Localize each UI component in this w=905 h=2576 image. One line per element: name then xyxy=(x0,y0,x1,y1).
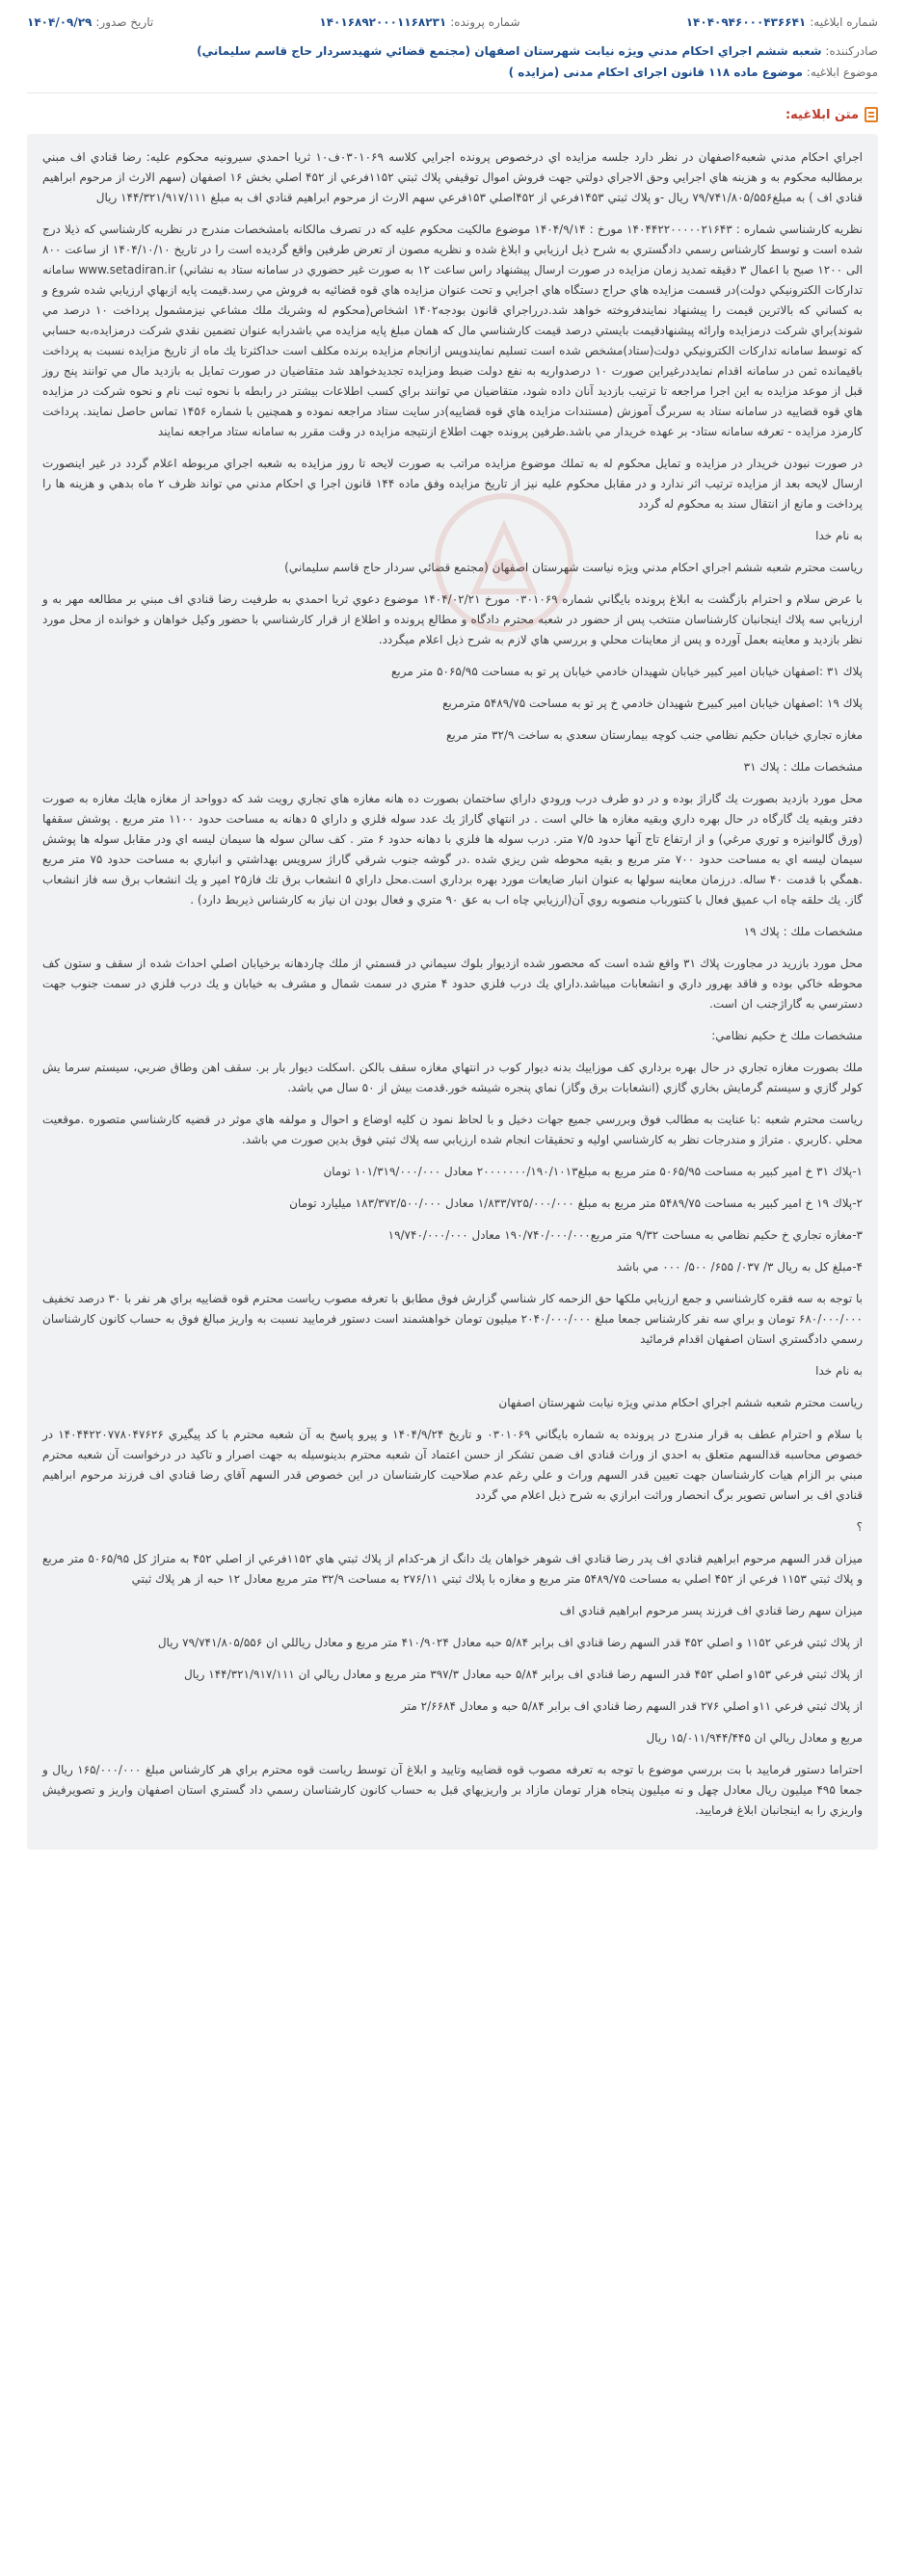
body-paragraph: با سلام و احترام عطف به قرار مندرج در پرونده به شماره بايگاني ۰۳۰۱۰۶۹ و تاريخ ۱۴۰۴/۹/۲۴ و پيرو پاسخ به آن شعبه محترم با كد پيگيري ۱۴۰۴۴۲۲۰۷۷۸۰۴۷۶۲۶ در خصوص محاسبه قدالسهم متعلق به احدي از وراث قنادي اف ضمن تشكر از حسن اعتماد آن شعبه محترم بدينوسيله به جهت اصرار و تاكيد در درخواست آن شعبه محترم مبني بر الزام هيات كارشناسان جهت تعيين قدر السهم وراث و علي رغم عدم صلاحيت كارشناسان در اين خصوص قدر السهم آقاي رضا قنادي اف فرزند مرحوم ابراهيم قنادي اف بر اساس تصوير برگ انحصار وراثت ابرازي به شرح ذيل اعلام مي گردد xyxy=(42,1428,864,1502)
body-paragraph: مشخصات ملك خ حكيم نظامي: xyxy=(711,1029,863,1042)
subject-label: موضوع ابلاغیه: xyxy=(806,66,878,79)
body-paragraph: رياست محترم شعبه ششم اجراي احكام مدني ويژه نياست شهرستان اصفهان (مجتمع قضائي سردار حاج قاسم سليماني) xyxy=(284,561,863,574)
announcement-body xyxy=(27,134,878,1850)
issue-date-label: تاریخ صدور: xyxy=(95,15,154,29)
body-paragraph: محل مورد بازريد در مجاورت پلاك ۳۱ واقع شده است كه محصور شده ازديوار بلوك سيماني در قسمتي از ملك چاردهانه برخيابان اصلي احداث شده از سقف و ستون كف محوطه خاكي بوده و فاقد بهرور داري و انشعابات ميباشد.داراي يك درب فلزي حدود ۴ متري در سمت شمال و مشرف به خيابان و يك درب فلزي در سمت جنوب جهت دسترسي به گاراژجنب ان است. xyxy=(42,957,863,1011)
body-paragraph: احتراما دستور فرماييد با بت بررسي موضوع با توجه به تعرفه مصوب قوه قضاييه وتاييد و ابلاغ آن توسط رياست قوه محترم براي هر كارشناس مبلغ ۱۶۵/۰۰۰/۰۰۰ ريال و جمعا ۴۹۵ ميليون ريال معادل چهل و نه ميليون پنجاه هزار تومان مازاد بر واريزيهاي قبل به حساب كانون كارشناسان رسمي داد گستري استان اصفهان واريز و تصويرفيش واريزي را به اينجانبان ابلاغ فرماييد. xyxy=(42,1763,864,1817)
body-paragraph: مشخصات ملك : پلاك ۳۱ xyxy=(743,760,863,774)
body-paragraph: رياست محترم شعبه ششم اجراي احكام مدني ويژه نيابت شهرستان اصفهان xyxy=(498,1396,863,1409)
body-paragraph: به نام خدا xyxy=(815,1364,863,1378)
body-paragraph: از پلاك ثبتي فرعي ۱۱و اصلي ۲۷۶ قدر السهم رضا قنادي اف برابر ۵/۸۴ حبه و معادل ۲/۶۶۸۴ متر xyxy=(401,1699,863,1713)
body-paragraph: ۲-پلاك ۱۹ خ امير كبير به مساحت ۵۴۸۹/۷۵ متر مربع به مبلغ ۱/۸۳۳/۷۲۵/۰۰۰/۰۰۰ معادل ۱۸۳/۳۷۲/۵۰۰/۰۰۰ ميليارد تومان xyxy=(289,1196,863,1210)
issuer-value: شعبه ششم اجراي احكام مدني ويژه نيابت شهرستان اصفهان (مجتمع قضائي شهيدسردار حاج قاسم سليماني) xyxy=(197,44,822,58)
issue-date xyxy=(27,15,153,29)
header-meta xyxy=(27,0,878,35)
body-paragraph: محل مورد بازديد بصورت يك گاراژ بوده و در دو طرف درب ورودي داراي ساختمان بصورت ده هانه مغازه هاي تجاري رويت شد كه دوواحد از مغازه هايك مغازه به صورت دفتر وبقيه يك گارگاه در حال بهره داري وبقيه مغازه ها خالي است . در انتهاي گاراژ يك عدد سوله فلزي و داراي ۵ دهانه به مساحت حدود ۱۱۰۰ متر مربع . پوشش سقفها (ورق گالوانيزه و توري مرغي) و از ارتفاع تاج آنها حدود ۷/۵ متر. درب سوله ها فلزي با دهانه حدود ۶ متر . كف سالن سوله ها سيمان ليسه اي ودر مقابل سوله ها پوشش سيمان ليسه اي به مساحت حدود ۷۰۰ متر مربع و بقيه محوطه شن ريزي شده .در گوشه جنوب شرقي گاراژ سرويس بهداشتي و انباري به مساحت حدود ۷۵ متر مربع .همگي با قدمت ۴۰ ساله. درزمان معاينه سولها به عنوان انبار ضايعات مورد بهره برداري است.محل داراي ۵ انشعاب برق تك فاز۲۵ امپر و يك انشعاب برق سه فاز انشعاب گاز. يك حلقه چاه اب عميق فعال با كنتورباب منصوبه روي آن(ارزيابي چاه اب به عق ۹۰ متري و فعال بودن ان نياز به كارشناس ذيربط دارد) . xyxy=(42,792,863,907)
announcement-number-label: شماره ابلاغیه: xyxy=(810,15,878,29)
body-paragraph: ۴-مبلغ كل به ريال ۳/ ۰۳۷/ ۶۵۵/ ۵۰۰/ ۰۰۰ مي باشد xyxy=(616,1260,863,1274)
body-paragraph: از پلاك ثبتي فرعي ۱۵۳و اصلي ۴۵۲ قدر السهم رضا قنادي اف برابر ۵/۸۴ حبه معادل ۳۹۷/۳ متر مربع و معادل ريالي ان ۱۴۴/۳۲۱/۹۱۷/۱۱۱ ريال xyxy=(183,1668,863,1681)
body-paragraph: ۱-پلاك ۳۱ خ امير كبير به مساحت ۵۰۶۵/۹۵ متر مربع به مبلغ۲۰۰۰۰۰۰۰/۱۹۰/۱۰۱۳ معادل ۱۰۱/۳۱۹/۰۰۰/۰۰۰ تومان xyxy=(323,1165,863,1178)
body-paragraph: با توجه به سه فقره كارشناسي و جمع ارزيابي ملكها حق الزحمه كار شناسي گزارش فوق مطابق با تعرفه مصوب رياست محترم قوه قضاييه براي هر نفر با ۳۰ درصد تخفيف ۶۸۰/۰۰۰/۰۰۰ تومان و براي سه نفر كارشناس جمعا مبلغ ۲۰۴۰/۰۰۰/۰۰۰ ميليون تومان خواهشمند است دستور فرماييد نسبت به واريز مبالغ فوق به حساب كانون كارشناسان رسمي دادگستري استان اصفهان اقدام فرمائيد xyxy=(42,1292,863,1346)
body-paragraph: مربع و معادل ريالي ان ۱۵/۰۱۱/۹۴۴/۴۴۵ ريال xyxy=(646,1731,863,1745)
case-number xyxy=(319,15,519,29)
body-paragraph: رياست محترم شعبه :با عنايت به مطالب فوق وبررسي جميع جهات دخيل و با لحاظ نمود ن كليه اوضاع و احوال و مولفه هاي موثر در قضيه كارشناسي متصوره .موقعيت محلي .كاربري . متراژ و مندرجات نظر به كارشناسي اوليه و تحقيقات انجام شده ارزيابي سه پلاك ثبتي فوق بدين صورت مي باشد. xyxy=(42,1113,863,1146)
document-icon xyxy=(865,107,878,122)
issue-date-value: ۱۴۰۴/۰۹/۲۹ xyxy=(27,15,93,29)
body-paragraph: ميزان قدر السهم مرحوم ابراهيم قنادي اف پدر رضا قنادي اف شوهر خواهان يك دانگ از هر-كدام از پلاك ثبتي هاي ۱۱۵۲فرعي از اصلي ۴۵۲ به متراژ كل ۵۰۶۵/۹۵ متر مربع و پلاك ثبتي ۱۱۵۳ فرعي از ۴۵۲ اصلي به مساحت ۵۴۸۹/۷۵ متر مربع و مغازه با پلاك ثبتي ۲۷۶/۱۱ به مساحت ۳۲/۹ متر مربع معادل ۱۲ حبه از هر پلاك ثبتي xyxy=(42,1552,863,1586)
issuer-line xyxy=(27,35,878,62)
body-paragraph: ؟ xyxy=(856,1520,863,1534)
body-paragraph: پلاك ۱۹ :اصفهان خيابان امير كبيرخ شهيدان خادمي خ پر تو به مساحت ۵۴۸۹/۷۵ مترمربع xyxy=(442,697,863,710)
body-paragraph: با عرض سلام و احترام بازگشت به ابلاغ پرونده بايگاني شماره ۰۳۰۱۰۶۹ مورخ ۱۴۰۴/۰۲/۲۱ موضوع دعوي ثريا احمدي به طرفيت رضا قنادي اف مبني بر مطالعه مهر به و ارزيابي سه پلاك اينجانبان كارشناسان منتخب پس از حضور در شعبه محترم دادگاه و مطالع پرونده و اطلاع از قرار كارشناسي با حضور وكيل خواهان و خوانده از محل مورد نظر بازديد و معاينه بعمل آورده و پس از معاينات محلي و بررسي هاي لازم به شرح ذيل اعلام ميگردد. xyxy=(42,592,864,646)
body-paragraph: به نام خدا xyxy=(815,529,863,542)
body-paragraph: پلاك ۳۱ :اصفهان خيابان امير كبير خيابان شهيدان خادمي خيابان پر تو به مساحت ۵۰۶۵/۹۵ متر مربع xyxy=(391,665,863,678)
body-paragraph: ۳-مغازه تجاري خ حكيم نظامي به مساحت ۹/۳۲ متر مربع۱۹۰/۷۴۰/۰۰۰/۰۰۰ معادل ۱۹/۷۴۰/۰۰۰/۰۰۰ xyxy=(387,1228,863,1242)
body-paragraph: مغازه تجاري خيابان حكيم نظامي جنب كوچه بيمارستان سعدي به ساخت ۳۲/۹ متر مربع xyxy=(445,728,863,742)
case-number-label: شماره پرونده: xyxy=(450,15,520,29)
body-paragraph: ميزان سهم رضا قنادي اف فرزند پسر مرحوم ابراهيم قنادي اف xyxy=(559,1604,863,1617)
announcement-number xyxy=(686,15,878,29)
issuer-label: صادرکننده: xyxy=(825,44,878,58)
section-title-text: متن ابلاغیه: xyxy=(785,107,859,122)
subject-value: موضوع ماده ۱۱۸ قانون اجرای احکام مدنی (مزایده ) xyxy=(508,66,803,79)
body-paragraph: نظريه كارشناسي شماره : ۱۴۰۴۴۲۲۰۰۰۰۰۲۱۶۴۳ مورخ : ۱۴۰۴/۹/۱۴ موضوع مالكيت محكوم عليه كه در تصرف مالكانه بامشخصات مندرج در نظريه كارشناسي كه ذيلا درج شده است و توسط كارشناس رسمي دادگستري به شرح ذيل ارزيابي و ابلاغ شده و نظريه مصون از تعرض طرفين واقع گرديده است را در تاريخ ۱۴۰۴/۱۰/۱۰ از ساعت ۸۰۰ الی ۱۲۰۰ صبح با اعمال ۳ دقيقه تمديد زمان مزايده در صورت ارسال پيشنهاد راس ساعت ۱۲ به صورت غير حضوري در سامانه ستاد به نشاني) www.setadiran.ir سامانه تداركات الكترونيكي دولت)در قسمت مزايده هاي حراج دستگاه هاي اجرايي و تحت عنوان مزايده هاي قوه قضائيه به فروش مي رسد.قيمت پايه ازبهاي ارزيابي شده شروع و به كساني كه بالاترين قيمت را پيشنهاد نمايندفروخته خواهد شد.درراجراي قانون بودجه۱۴۰۲ اشخاص(محكوم له وشريك ملك مشاعي نيزمشمول پرداخت ۱۰ درصد مي شوند)براي شركت درمزايده وارائه پيشنهادقيمت بايستي درصد قيمت كارشناسي مال كه همان مبلغ پايه مزايده مي باشدرابه عنوان تضمين نقدي شركت درمزايده،به حسابي كه توسط سامانه تداركات الكترونيكي دولت(ستاد)مشخص شده است تسليم نمايندوپس ازانجام مزايده برنده مكلف است حداكثرتا يك ماه از تاريخ مزايده نسبت به پرداخت باقيمانده ثمن در سامانه اقدام نمايددرغيراين صورت ۱۰ درصدواريه به نفع دولت ضبط ومزايده تجديدخواهد شد متقاضيان در صورت تمايل به بازديد مال مي توانند پنج روز قبل از موعد مزايده به اين اجرا مراجعه تا ترتيب بازديد آنان داده شود، متقاضيان مي توانند براي كسب اطلاعات بيشتر در رابطه با نحوه ثبت نام و نحوه شركت در مزايده هاي قوه قضاييه در سامانه ستاد به سربرگ آموزش (مستندات مزايده هاي قوه قضاييه)در سايت ستاد مراجعه نموده و همچنين با شماره ۱۴۵۶ تماس حاصل نمايند. پرداخت كارمزد مزايده - تعرفه سامانه ستاد- بر عهده خريدار مي باشد.طرفين پرونده جهت اطلاع ازنتيجه مزايده در وقت مقرر به سامانه ستاد مراجعه نمايند xyxy=(42,223,864,438)
section-title xyxy=(27,93,878,134)
body-paragraph: ملك بصورت مغازه تجاري در حال بهره برداري كف موزاييك بدنه ديوار كوب در انتهاي مغازه سقف بالكن .اسكلت ديوار بار بر. سقف اهن وطاق ضربي، سيستم سرما يش كولر گازي و سيستم گرمايش بخاري گازي (انشعابات برق وگاز) نماي پنجره شيشه خور.قدمت بيش از ۵۰ سال مي باشد. xyxy=(42,1061,863,1094)
case-number-value: ۱۴۰۱۶۸۹۲۰۰۰۱۱۶۸۲۳۱ xyxy=(319,15,447,29)
body-paragraph: اجراي احكام مدني شعبه۶اصفهان در نظر دارد جلسه مزايده اي درخصوص پرونده اجرايي كلاسه ۰۳۰۱۰۶۹ف۱۰ ثريا احمدي سيرونيه محكوم عليه: رضا قنادي اف مبني برمطالبه محكوم به و هزينه هاي اجرايي وحق الاجراي دولتي جهت فروش اموال توقيفي پلاك ثبتي ۱۱۵۲فرعي از ۴۵۲ اصلي بخش ۱۶ اصفهان (سهم الارث از مرحوم ابراهيم قنادي اف ) به مبلغ۷۹/۷۴۱/۸۰۵/۵۵۶ ريال -و پلاك ثبتي ۱۴۵۳فرعي از ۴۵۲اصلي ۱۵۳فرعي سهم الارث از مرحوم ابراهيم قنادي اف به مبلغ ۱۴۴/۳۲۱/۹۱۷/۱۱۱ ريال xyxy=(42,150,863,204)
announcement-number-value: ۱۴۰۴۰۹۴۶۰۰۰۴۳۶۶۴۱ xyxy=(685,15,807,29)
body-paragraph: در صورت نبودن خريدار در مزايده و تمايل محكوم له به تملك موضوع مزايده مراتب به صورت لايحه تا روز مزايده به شعبه اجراي مربوطه اعلام گردد در غير اينصورت ارسال لايحه بعد از مزايده ترتيب اثر ندارد و در مقابل محكوم عليه نيز از تاريخ مزايده وفق ماده ۱۴۴ قانون اجرا ي احكام مدني مي تواند ظرف ۲ ماه بدهي و هزينه ها را پرداخت و مانع از انتقال سند به محكوم له گردد xyxy=(42,457,864,511)
body-paragraph: مشخصات ملك : پلاك ۱۹ xyxy=(743,925,863,938)
body-paragraph: از پلاك ثبتي فرعي ۱۱۵۲ و اصلي ۴۵۲ قدر السهم رضا قنادي اف برابر ۵/۸۴ حبه معادل ۴۱۰/۹۰۲۴ متر مربع و معادل رياللي ان ۷۹/۷۴۱/۸۰۵/۵۵۶ ريال xyxy=(157,1636,863,1649)
subject-line xyxy=(27,62,878,92)
